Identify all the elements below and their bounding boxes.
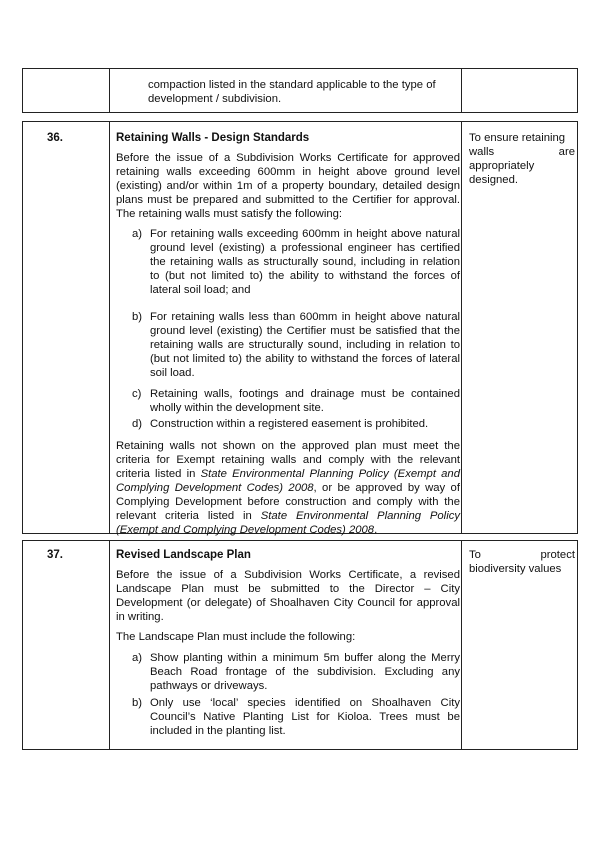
list-item-text: Construction within a registered easement is prohibited. bbox=[150, 418, 429, 430]
closing-text: . bbox=[374, 524, 378, 536]
reason-line: appropriately bbox=[469, 160, 535, 172]
reason-word: walls bbox=[469, 146, 495, 158]
reason-line: To ensure retaining bbox=[469, 132, 566, 144]
table-border bbox=[22, 540, 23, 750]
condition-intro-secondary: The Landscape Plan must include the following: bbox=[116, 631, 356, 643]
condition-reason bbox=[469, 131, 575, 187]
table-border bbox=[22, 121, 23, 534]
list-marker: c) bbox=[132, 388, 142, 400]
table-border bbox=[22, 112, 578, 113]
condition-body bbox=[116, 131, 461, 536]
table-border bbox=[461, 68, 462, 113]
condition-title: Revised Landscape Plan bbox=[116, 549, 251, 561]
condition-number: 36. bbox=[47, 132, 63, 144]
condition-intro: Before the issue of a Subdivision Works Certificate, a revised Landscape Plan must be submitted to the Director – City Development (or delegate) of Shoalhaven City Council for approval in writing. bbox=[116, 569, 460, 623]
table-border bbox=[109, 540, 110, 750]
condition-body bbox=[116, 548, 460, 746]
table-border bbox=[577, 540, 578, 750]
list-item-text: For retaining walls exceeding 600mm in height above natural ground level (existing) a professional engineer has certified the retaining walls as structurally sound, including in relation to (but not limited to) the ability to withstand the forces of lateral soil load; and bbox=[150, 228, 460, 296]
policy-reference: State Environmental Planning Policy (Exempt and Complying Development Codes) 2008 bbox=[116, 510, 461, 536]
table-border bbox=[22, 68, 23, 113]
table-border bbox=[22, 121, 578, 122]
table-border bbox=[577, 68, 578, 113]
condition-intro: Before the issue of a Subdivision Works Certificate for approved retaining walls exceeding 600mm in height above ground level (existing) and/or within 1m of a property boundary, detailed design plans must be prepared and submitted to the Certifier for approval. The retaining walls must satisfy the following: bbox=[116, 152, 460, 220]
table-border bbox=[461, 121, 462, 534]
list-marker: a) bbox=[132, 228, 143, 240]
condition-title: Retaining Walls - Design Standards bbox=[116, 132, 310, 144]
table-border bbox=[22, 749, 578, 750]
table-border bbox=[22, 68, 578, 69]
continuation-paragraph: compaction listed in the standard applicable to the type of development / subdivision. bbox=[148, 79, 436, 105]
condition-reason bbox=[469, 548, 575, 576]
list-item-text: Only use ‘local’ species identified on Shoalhaven City Council’s Native Planting List for Kioloa. Trees must be included in the planting list. bbox=[150, 697, 460, 737]
list-marker: b) bbox=[132, 697, 143, 709]
list-item-text: For retaining walls less than 600mm in height above natural ground level (existing) the Certifier must be satisfied that the retaining walls are structurally sound, including in relation to (but not limited to) the ability to withstand the forces of lateral soil load. bbox=[150, 311, 460, 379]
list-marker: a) bbox=[132, 652, 143, 664]
reason-line: biodiversity values bbox=[469, 563, 562, 575]
condition-number: 37. bbox=[47, 549, 63, 561]
list-item-text: Retaining walls, footings and drainage must be contained wholly within the development site. bbox=[150, 388, 460, 414]
closing-text: , or be approved by way of Complying Development before construction and comply with the relevant criteria listed in bbox=[116, 482, 460, 522]
table-border bbox=[461, 540, 462, 750]
table-border bbox=[109, 68, 110, 113]
table-border bbox=[109, 121, 110, 534]
closing-text: Retaining walls not shown on the approved plan must meet the criteria for Exempt retaining walls and comply with the relevant criteria listed in bbox=[116, 440, 460, 480]
continuation-text bbox=[148, 78, 458, 106]
table-border bbox=[577, 121, 578, 534]
policy-reference: State Environmental Planning Policy (Exempt and Complying Development Codes) 2008 bbox=[116, 468, 460, 494]
list-item-text: Show planting within a minimum 5m buffer along the Merry Beach Road frontage of the subdivision. Excluding any pathways or driveways. bbox=[150, 652, 460, 692]
reason-word: protect bbox=[540, 549, 575, 561]
condition-closing bbox=[116, 439, 460, 537]
reason-line: designed. bbox=[469, 174, 518, 186]
reason-word: To bbox=[469, 549, 481, 561]
reason-word: are bbox=[558, 146, 575, 158]
table-border bbox=[22, 540, 578, 541]
reason-line bbox=[469, 548, 575, 562]
list-marker: b) bbox=[132, 311, 143, 323]
reason-line bbox=[469, 145, 575, 159]
list-marker: d) bbox=[132, 418, 143, 430]
conditions-table bbox=[22, 68, 578, 750]
